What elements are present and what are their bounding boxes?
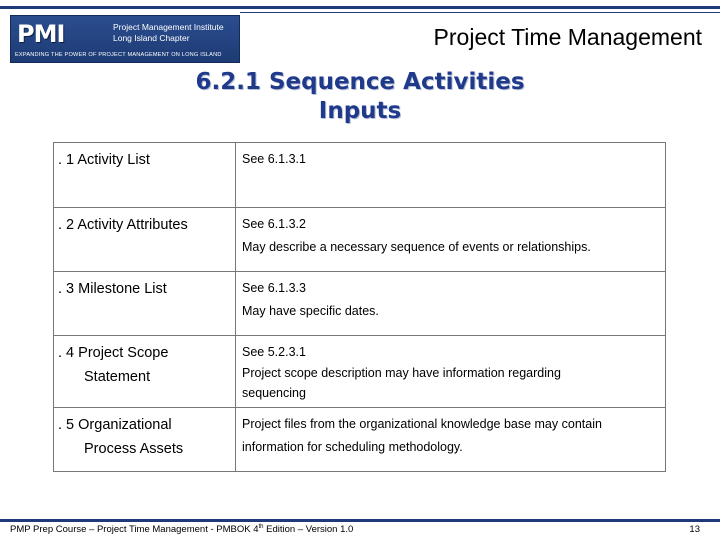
input-description-cell xyxy=(235,272,665,335)
inputs-table xyxy=(53,142,666,472)
input-name-cell xyxy=(54,208,234,271)
table-row xyxy=(54,335,665,407)
description-line: Project scope description may have information regarding xyxy=(242,366,561,380)
input-name-continued: Process Assets xyxy=(84,441,184,457)
description-line: Project files from the organizational knowledge base may contain xyxy=(242,417,602,431)
table-row xyxy=(54,407,665,471)
logo-mark: PMI xyxy=(17,20,65,48)
footer-superscript: th xyxy=(258,524,264,530)
input-description-cell xyxy=(235,208,665,271)
table-row xyxy=(54,143,665,207)
logo-org-name: Project Management Institute xyxy=(113,22,224,32)
footer-rule xyxy=(0,519,720,522)
input-name: . 2 Activity Attributes xyxy=(58,217,188,233)
header-rule xyxy=(0,6,720,9)
slide-title-line2: Inputs xyxy=(318,98,402,124)
input-name: . 1 Activity List xyxy=(58,152,150,168)
header-title: Project Time Management xyxy=(433,24,702,50)
input-name: . 3 Milestone List xyxy=(58,281,167,297)
input-description-cell xyxy=(235,336,665,407)
table-row xyxy=(54,271,665,335)
header-rule-thin xyxy=(240,12,720,13)
description-line: sequencing xyxy=(242,386,306,400)
slide-title-line1: 6.2.1 Sequence Activities xyxy=(195,69,525,95)
description-line: See 6.1.3.1 xyxy=(242,152,306,166)
slide-title xyxy=(150,68,570,126)
footer-text: PMP Prep Course – Project Time Management - PMBOK 4 xyxy=(10,524,259,535)
input-name: . 4 Project Scope xyxy=(58,345,169,361)
input-name-cell xyxy=(54,272,234,335)
input-name-cell xyxy=(54,408,234,471)
input-name-continued: Statement xyxy=(84,369,151,385)
description-line: May describe a necessary sequence of events or relationships. xyxy=(242,240,591,254)
footer-text-end: Edition – Version 1.0 xyxy=(263,524,354,535)
pmi-logo xyxy=(10,15,240,63)
description-line: May have specific dates. xyxy=(242,304,379,318)
input-name-cell xyxy=(54,336,234,407)
logo-chapter-name: Long Island Chapter xyxy=(113,33,190,43)
footer-course-info xyxy=(10,523,353,537)
input-description-cell xyxy=(235,143,665,207)
description-line: See 5.2.3.1 xyxy=(242,345,306,359)
input-name: . 5 Organizational xyxy=(58,417,172,433)
page-number: 13 xyxy=(689,524,700,535)
logo-tagline: EXPANDING THE POWER OF PROJECT MANAGEMENT ON LONG ISLAND xyxy=(15,52,222,58)
description-line: information for scheduling methodology. xyxy=(242,440,463,454)
slide-header xyxy=(0,0,720,64)
table-row xyxy=(54,207,665,271)
description-line: See 6.1.3.2 xyxy=(242,217,306,231)
description-line: See 6.1.3.3 xyxy=(242,281,306,295)
input-description-cell xyxy=(235,408,665,471)
input-name-cell xyxy=(54,143,234,207)
